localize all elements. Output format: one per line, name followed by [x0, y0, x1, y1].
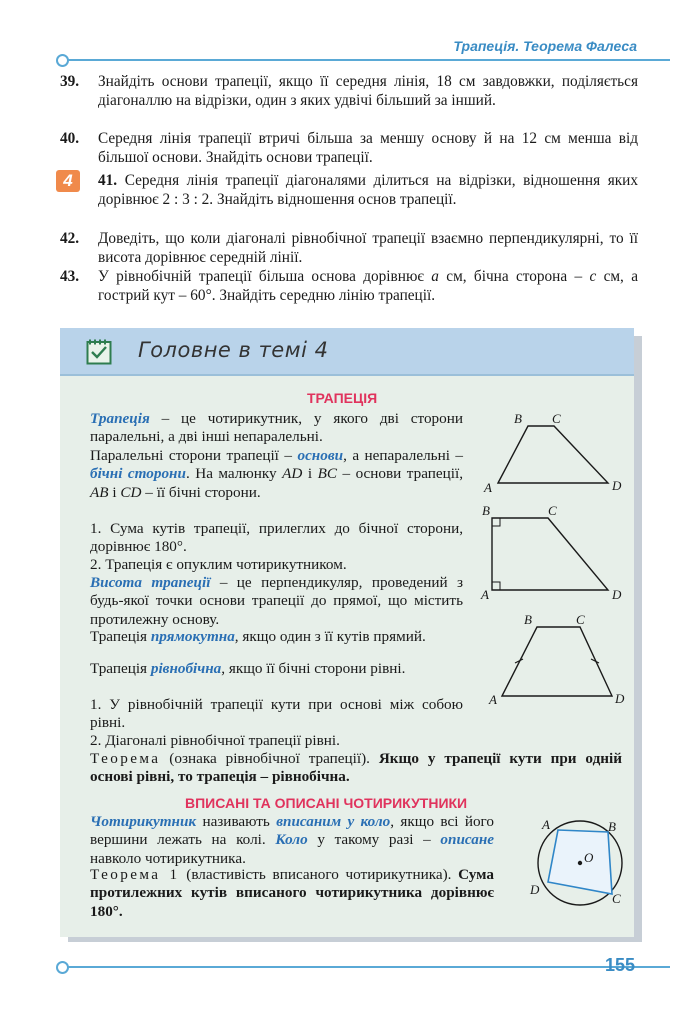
exercise-number: 40. — [60, 130, 80, 147]
footer-rule — [64, 966, 670, 968]
exercise-number: 41. — [98, 172, 118, 189]
exercise-number: 39. — [60, 73, 80, 90]
inscribed-quadrilateral-figure — [528, 814, 632, 914]
exercise-text: У рівнобічній трапеції більша основа дорівнює a см, бічна сторона – c см, а гострий кут – 60°. Знайдіть середню лінію трапеції. — [98, 268, 638, 304]
trapezoid-definition: Трапеція – це чотирикутник, у якого дві сторони паралельні, а дві інші непаралельні. — [90, 410, 463, 446]
exercise-43 — [60, 267, 638, 305]
right-trapezoid-figure — [478, 500, 630, 605]
header-rule-dot — [56, 54, 69, 67]
isosceles-trapezoid-figure — [484, 612, 630, 708]
exercise-text: Знайдіть основи трапеції, якщо її середня лінія, 18 см завдовжки, поділяється діагоналлю на відрізки, один з яких удвічі більший за інший. — [98, 73, 638, 109]
isosceles-property-1: 1. У рівнобічній трапеції кути при основі між собою рівні. — [90, 696, 463, 732]
exercise-42 — [60, 229, 638, 267]
summary-header-divider — [60, 374, 634, 376]
exercise-text: Середня лінія трапеції втричі більша за меншу основу й на 12 см менша від більшої основи. Знайдіть основи трапеції. — [98, 130, 638, 166]
exercise-number: 43. — [60, 268, 80, 285]
section-title-trapezoid: ТРАПЕЦІЯ — [307, 390, 378, 406]
vertex-label-d: D — [612, 478, 622, 493]
header-rule — [64, 59, 670, 61]
section-title-inscribed: ВПИСАНІ ТА ОПИСАНІ ЧОТИРИКУТНИКИ — [185, 795, 468, 811]
vertex-label-d: D — [612, 587, 622, 602]
vertex-label-b: B — [524, 612, 532, 627]
vertex-label-d: D — [530, 882, 540, 897]
vertex-label-b: B — [514, 411, 522, 426]
exercise-39 — [60, 72, 638, 110]
isosceles-property-2: 2. Діагоналі рівнобічної трапеції рівні. — [90, 732, 340, 749]
right-trapezoid-definition: Трапеція прямокутна, якщо один з її кутів прямий. — [90, 628, 426, 645]
inscribed-quadrilateral-theorem: Теорема 1 (властивість вписаного чотирикутника). Сума протилежних кутів вписаного чотирикутника дорівнює 180°. — [90, 866, 494, 920]
vertex-label-a: A — [542, 817, 550, 832]
isosceles-trapezoid-definition: Трапеція рівнобічна, якщо її бічні сторони рівні. — [90, 660, 406, 677]
footer-rule-dot — [56, 961, 69, 974]
trapezoid-height-definition: Висота трапеції – це перпендикуляр, проведений з будь-якої точки основи трапеції до прямої, що містить протилежну основу. — [90, 574, 464, 628]
exercise-text: Доведіть, що коли діагоналі рівнобічної трапеції взаємно перпендикулярні, то її висота дорівнює середній лінії. — [98, 230, 638, 266]
trapezoid-property-1: 1. Сума кутів трапеції, прилеглих до бічної сторони, дорівнює 180°. — [90, 520, 463, 556]
vertex-label-b: B — [608, 819, 616, 834]
running-header: Трапеція. Теорема Фалеса — [453, 38, 637, 54]
vertex-label-a: A — [481, 587, 489, 602]
trapezoid-property-2: 2. Трапеція є опуклим чотирикутником. — [90, 556, 347, 573]
vertex-label-a: A — [484, 480, 492, 495]
vertex-label-c: C — [612, 891, 621, 906]
vertex-label-d: D — [615, 691, 625, 706]
trapezoid-figure — [480, 408, 630, 496]
exercise-text: Середня лінія трапеції діагоналями ділиться на відрізки, відношення яких дорівнює 2 : 3 : 2. Знайдіть відношення основ трапеції. — [98, 172, 638, 208]
page-number: 155 — [604, 955, 635, 975]
checklist-icon — [86, 338, 112, 365]
trapezoid-bases-paragraph: Паралельні сторони трапеції – основи, а непаралельні – бічні сторони. На малюнку AD і BC – основи трапеції, AB і CD – її бічні сторони. — [90, 447, 463, 501]
summary-title: Головне в темі 4 — [138, 338, 329, 362]
vertex-label-c: C — [552, 411, 561, 426]
vertex-label-c: C — [548, 503, 557, 518]
isosceles-theorem: Теорема (ознака рівнобічної трапеції). Якщо у трапеції кути при одній основі рівні, то трапеція – рівнобічна. — [90, 750, 622, 786]
difficulty-level-badge: 4 — [56, 170, 80, 192]
vertex-label-c: C — [576, 612, 585, 627]
vertex-label-b: B — [482, 503, 490, 518]
exercise-40 — [60, 129, 638, 167]
center-label-o: O — [584, 850, 594, 865]
exercise-41 — [60, 171, 638, 209]
vertex-label-a: A — [489, 692, 497, 707]
exercise-number: 42. — [60, 230, 80, 247]
inscribed-quadrilateral-definition: Чотирикутник називають вписаним у коло, якщо всі його вершини лежать на колі. Коло у такому разі – описане навколо чотирикутника. — [90, 813, 495, 867]
